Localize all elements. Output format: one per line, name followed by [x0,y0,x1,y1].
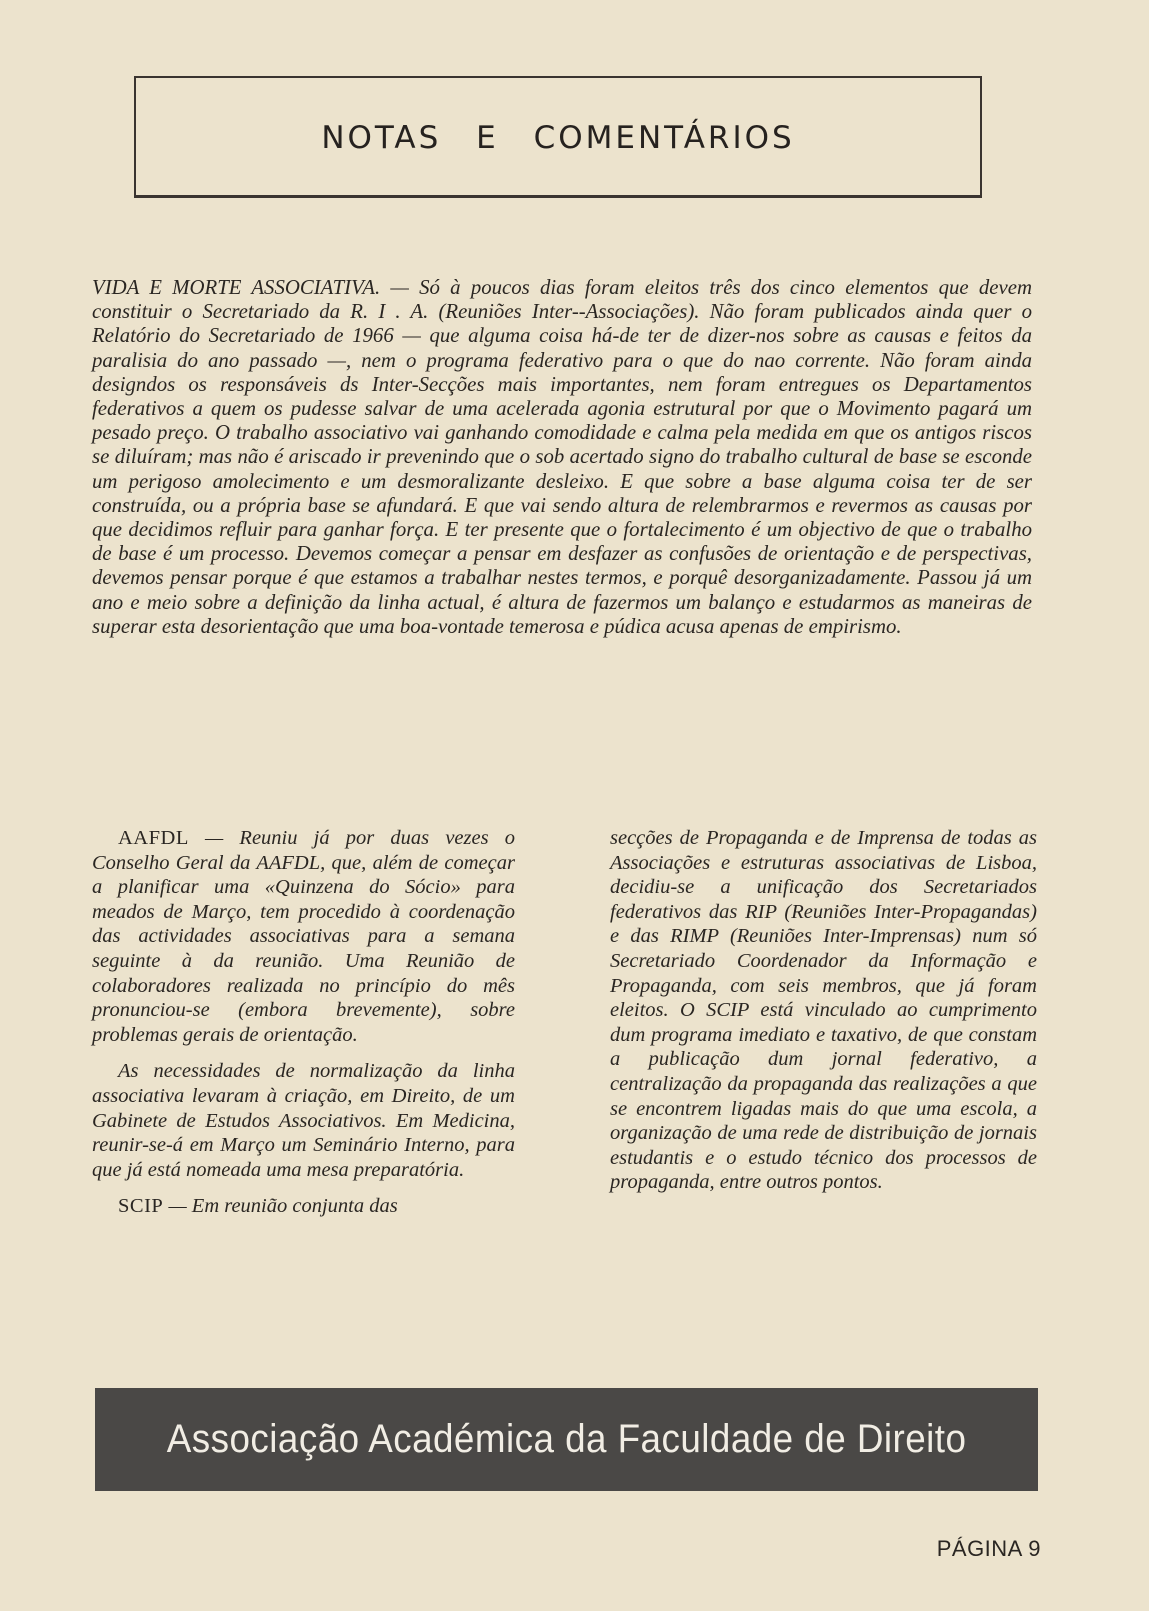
aafdl-text: — Reuniu já por duas vezes o Conselho Geral da AAFDL, que, além de começar a planificar uma «Quinzena do Sócio» para meados de Março, tem procedido à coordenação das actividades associativas para a semana seguinte à da reunião. Uma Reunião de colaboradores realizada no princípio do mês pronunciou-se (embora brevemente), sobre problemas gerais de orientação. [92,827,515,1046]
scip-text: — Em reunião conjunta das [163,1195,398,1218]
scip-paragraph [92,1194,515,1219]
aafdl-lead: AAFDL [118,827,189,849]
article-body: — Só à poucos dias foram eleitos três dos cinco elementos que devem constituir o Secretariado da R. I . A. (Reuniões Inter--Associações). Não foram publicados ainda quer o Relatório do Secretariado de 1966 — que alguma coisa há-de ter de dizer-nos sobre as causas e feitos da paralisia do ano passado —, nem o programa federativo para o que do nao corrente. Não foram ainda designdos os responsáveis ds Inter-Secções mais importantes, nem foram entregues os Departamentos federativos a quem os pudesse salvar de uma acelerada agonia estrutural por que o Movimento pagará um pesado preço. O trabalho associativo vai ganhando comodidade e calma pela medida em que os antigos riscos se diluíram; mas não é ariscado ir prevenindo que o sob acertado signo do trabalho cultural de base se esconde um perigoso amolecimento e um desmoralizante desleixo. E que sobre a base alguma coisa ter de ser construída, ou a própria base se afundará. E que vai sendo altura de relembrarmos e revermos as causas por que decidimos refluir para ganhar força. E ter presente que o fortalecimento é um objectivo de que o trabalho de base é um processo. Devemos começar a pensar em desfazer as confusões de orientação e de perspectivas, devemos pensar porque é que estamos a trabalhar nestes termos, e porquê desorganizadamente. Passou já um ano e meio sobre a definição da linha actual, é altura de fazermos um balanço e estudarmos as maneiras de superar esta desorientação que uma boa-vontade temerosa e púdica acusa apenas de empirismo. [92,276,1032,638]
scip-continued-paragraph: secções de Propaganda e de Imprensa de todas as Associações e estruturas associativas de Lisboa, decidiu-se a unificação dos Secretariados federativos das RIP (Reuniões Inter-Propagandas) e das RIMP (Reuniões Inter-Imprensas) num só Secretariado Coordenador da Informação e Propaganda, com seis membros, que já foram eleitos. O SCIP está vinculado ao cumprimento dum programa imediato e taxativo, de que constam a publicação dum jornal federativo, a centralização da propaganda das realizações a que se encontrem ligadas mais do que uma escola, a organização de uma rede de distribuição de jornais estudantis e o estudo técnico dos processos de propaganda, entre outros pontos. [610,827,1037,1194]
association-banner [95,1388,1038,1491]
section-title: NOTAS E COMENTÁRIOS [321,120,795,156]
header-box [134,76,982,198]
banner-text: Associação Académica da Faculdade de Direito [166,1417,967,1461]
scip-lead: SCIP [118,1195,164,1218]
aafdl-paragraph [92,826,515,1047]
right-column [610,826,1037,1195]
normalizacao-paragraph: As necessidades de normalização da linha associativa levaram à criação, em Direito, de um Gabinete de Estudos Associativos. Em Medicina, reunir-se-á em Março um Seminário Interno, para que já está nomeada uma mesa preparatória. [92,1060,515,1181]
left-column [92,826,515,1219]
article-heading: VIDA E MORTE ASSOCIATIVA. [92,276,381,299]
page-number: PÁGINA 9 [936,1536,1041,1561]
article-paragraph [92,276,1032,639]
